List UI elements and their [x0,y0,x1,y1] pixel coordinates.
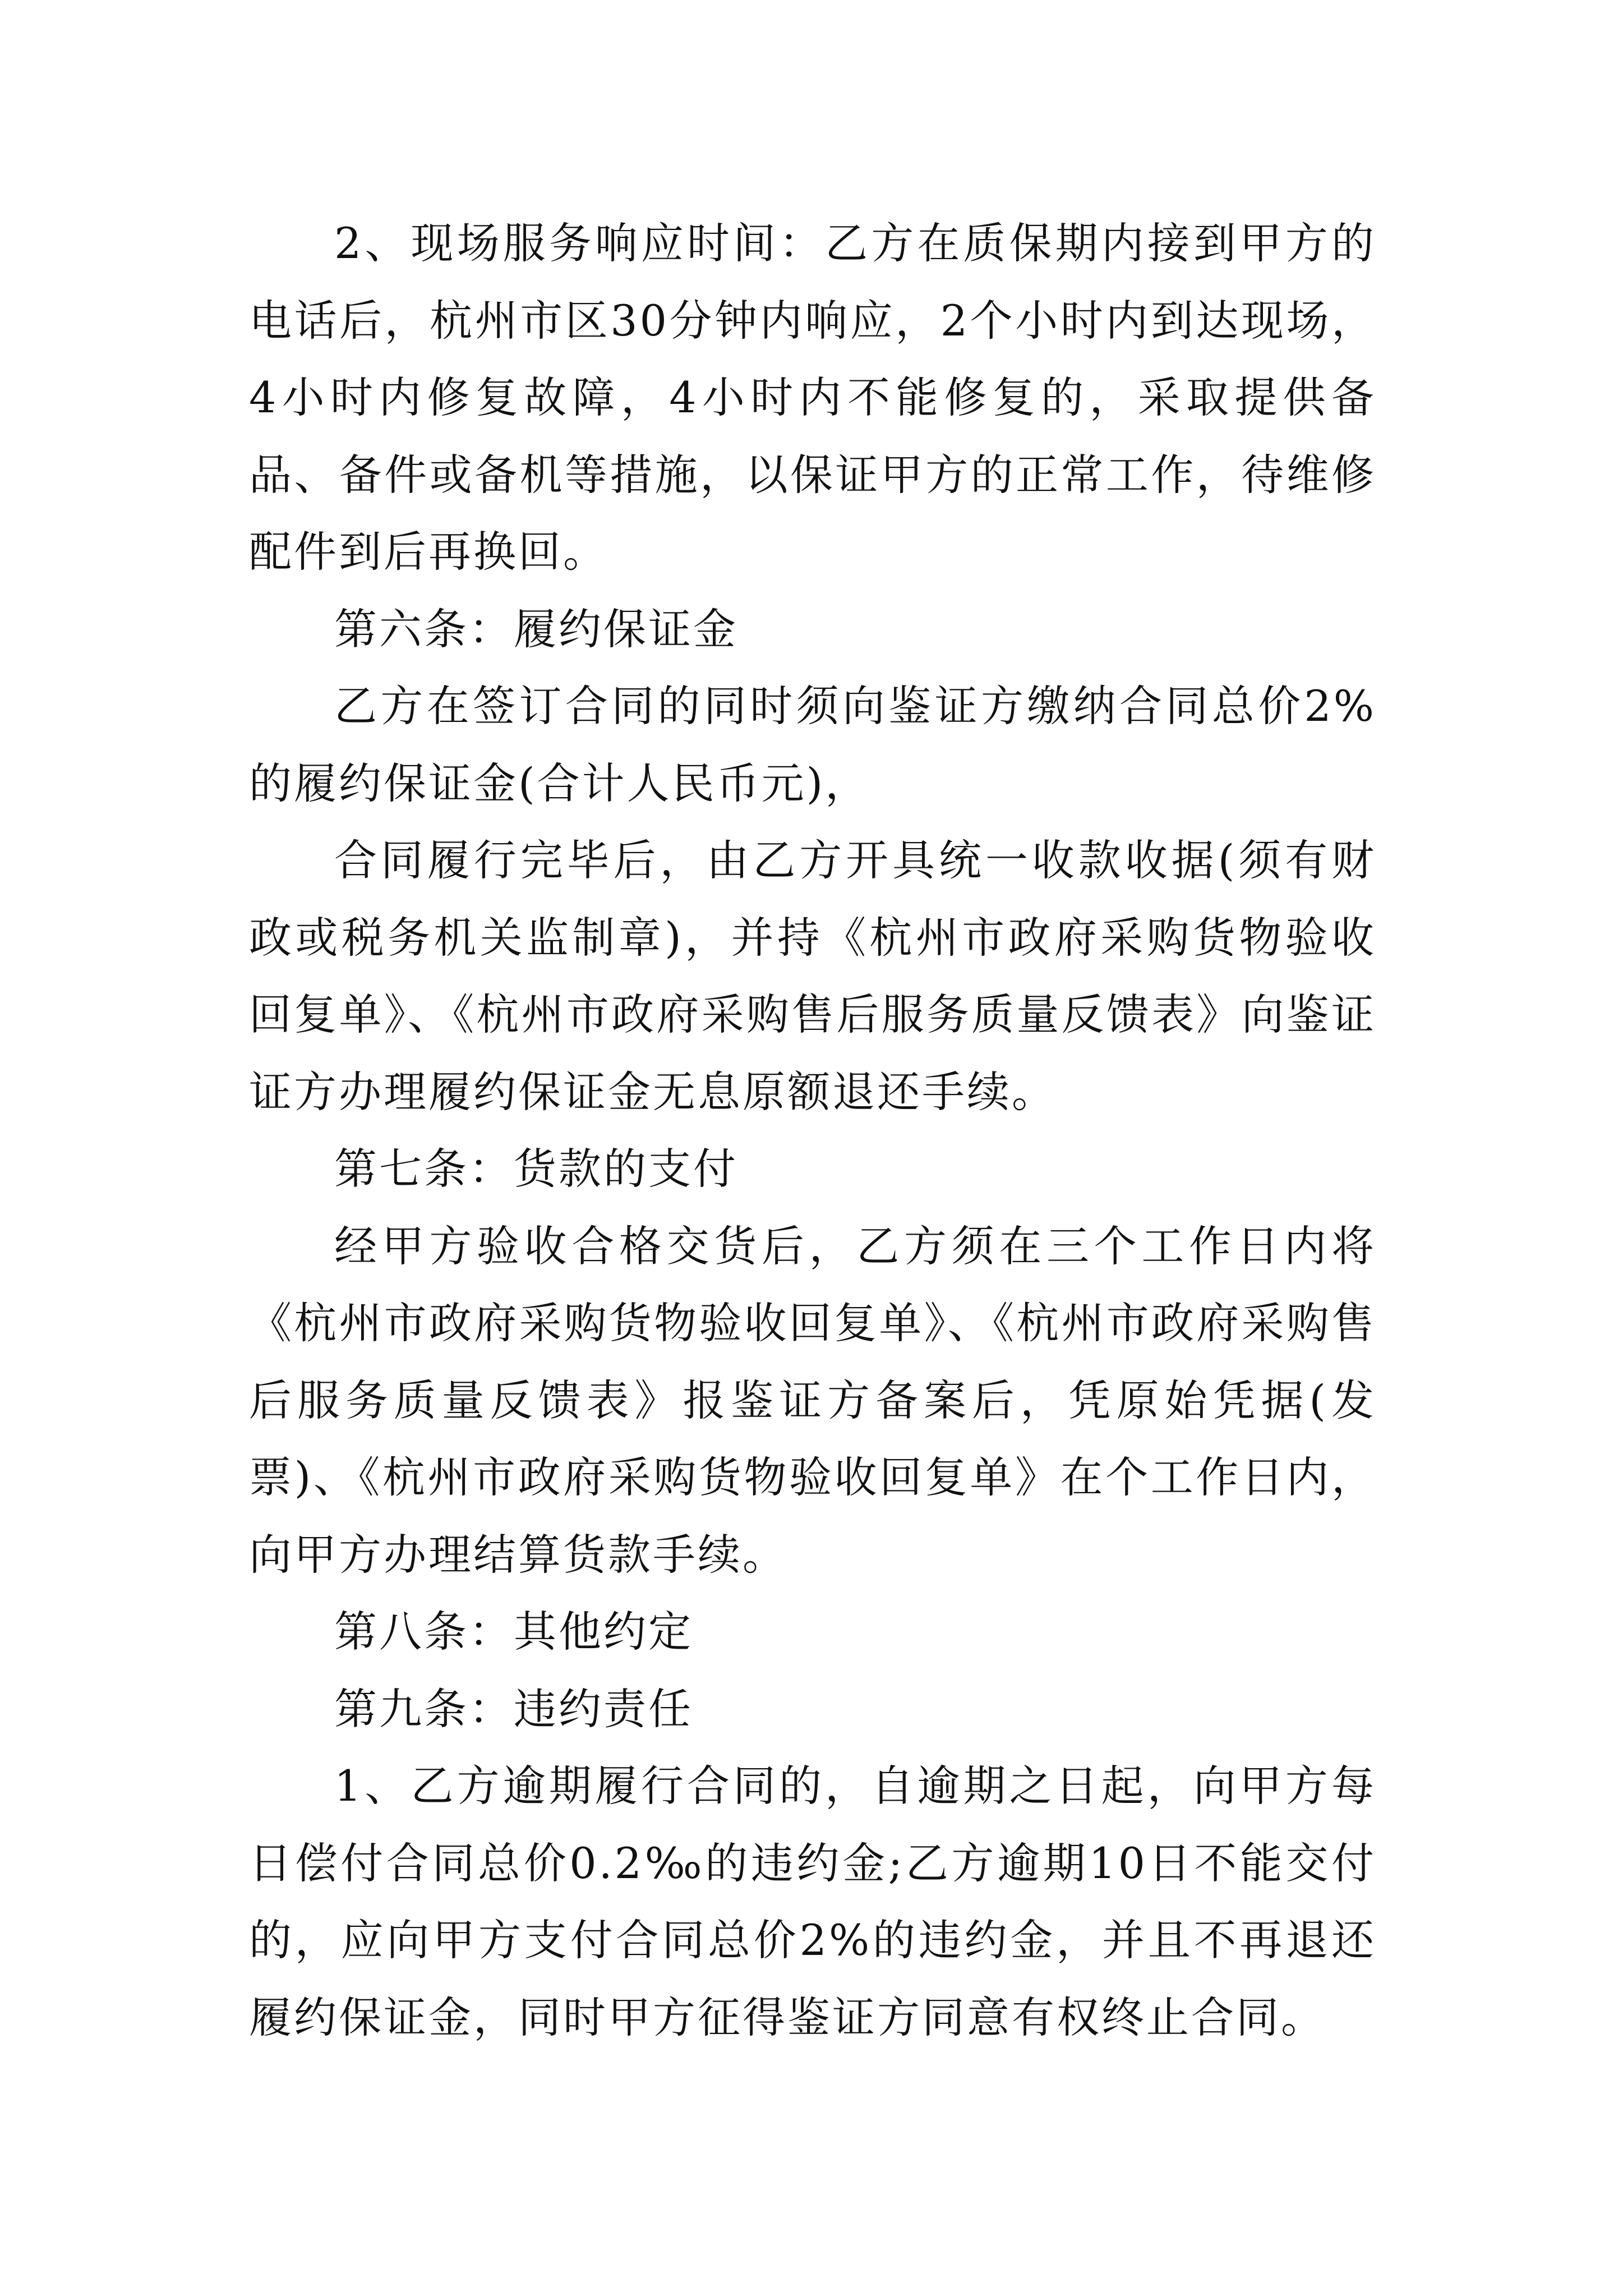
heading-article-7: 第七条：货款的支付 [334,1144,738,1194]
heading-article-6: 第六条：履约保证金 [334,604,738,654]
paragraph-response-time: 2、现场服务响应时间：乙方在质保期内接到甲方的电话后，杭州市区30分钟内响应，2个小时内到达现场，4小时内修复故障，4小时内不能修复的，采取提供备品、备件或备机等措施，以保证甲方的正常工作，待维修配件到后再换回。 [249,218,1376,577]
paragraph-deposit-amount: 乙方在签订合同的同时须向鉴证方缴纳合同总价2%的履约保证金(合计人民币元)， [249,681,1376,808]
paragraph-payment: 经甲方验收合格交货后，乙方须在三个工作日内将《杭州市政府采购货物验收回复单》、《杭州市政府采购售后服务质量反馈表》报鉴证方备案后，凭原始凭据(发票)、《杭州市政府采购货物验收回复单》在个工作日内，向甲方办理结算货款手续。 [249,1221,1376,1580]
paragraph-deposit-refund: 合同履行完毕后，由乙方开具统一收款收据(须有财政或税务机关监制章)，并持《杭州市政府采购货物验收回复单》、《杭州市政府采购售后服务质量反馈表》向鉴证证方办理履约保证金无息原额退还手续。 [249,835,1376,1117]
document-body [249,205,1376,2056]
heading-article-9: 第九条：违约责任 [334,1683,693,1734]
heading-article-8: 第八条：其他约定 [334,1607,693,1657]
paragraph-breach-liability: 1、乙方逾期履行合同的，自逾期之日起，向甲方每日偿付合同总价0.2‰的违约金;乙方逾期10日不能交付的，应向甲方支付合同总价2%的违约金，并且不再退还履约保证金，同时甲方征得鉴证方同意有权终止合同。 [249,1761,1376,2042]
